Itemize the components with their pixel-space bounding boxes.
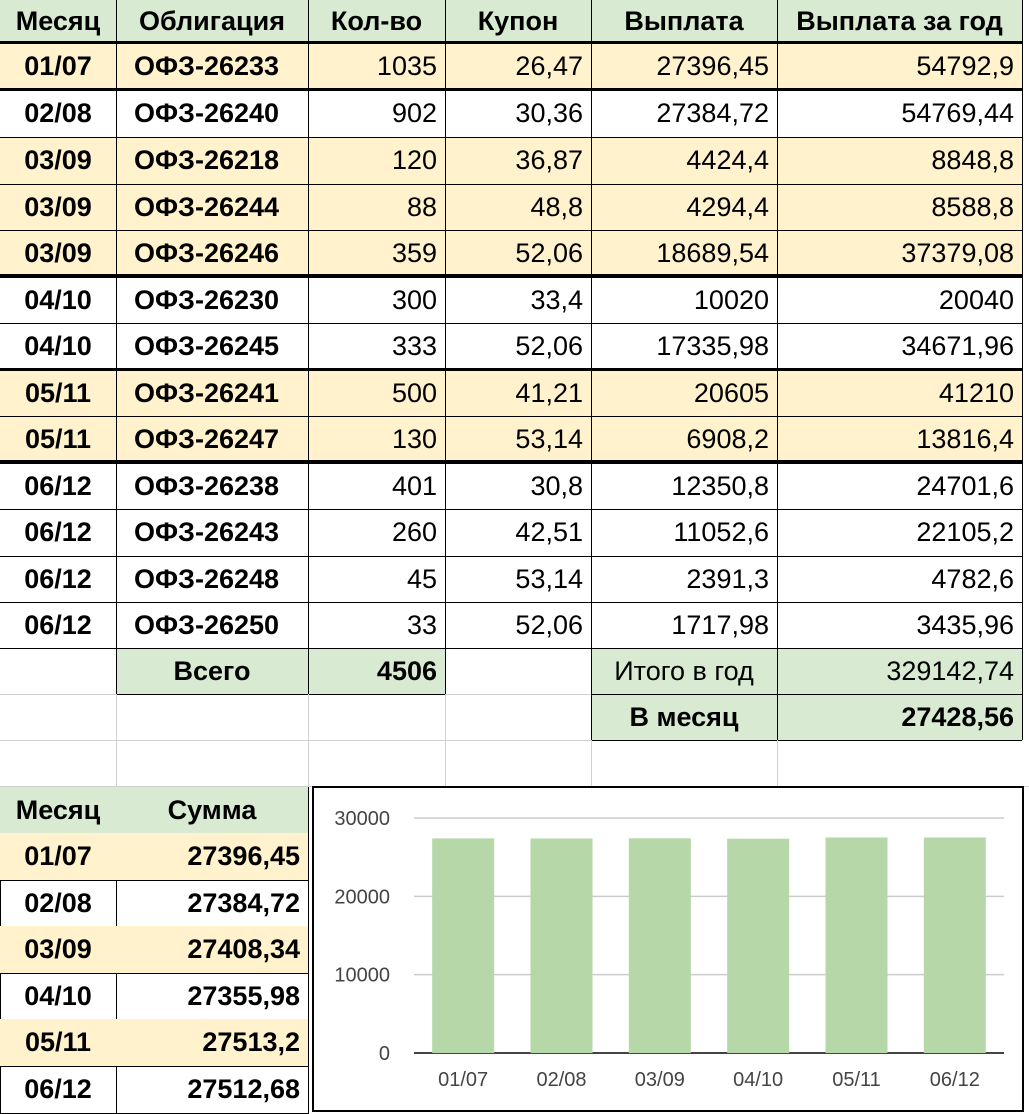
cell-month[interactable]: 04/10: [24, 284, 92, 315]
grid-line: [0, 694, 116, 695]
cell-coupon[interactable]: 52,06: [445, 230, 591, 277]
x-tick-label: 01/07: [438, 1069, 489, 1091]
cell-year-payment[interactable]: 54792,9: [777, 42, 1022, 90]
cell-month[interactable]: 03/09: [0, 137, 116, 184]
cell-year-payment[interactable]: 4782,6: [931, 563, 1014, 594]
grid-line: [0, 137, 1022, 138]
cell-payment[interactable]: 27384,72: [656, 98, 769, 128]
grid-line: [0, 509, 1022, 510]
summary-cell-month[interactable]: 06/12: [24, 1074, 92, 1104]
cell-year-payment[interactable]: 37379,08: [777, 230, 1022, 277]
grid-line: [777, 740, 778, 786]
header-month[interactable]: Месяц: [0, 0, 116, 42]
summary-cell-month[interactable]: 03/09: [0, 926, 116, 973]
grid-line: [1022, 648, 1023, 740]
y-tick-label: 20000: [334, 886, 390, 909]
cell-coupon[interactable]: 36,87: [445, 137, 591, 184]
grid-line: [116, 0, 117, 648]
grid-line: [445, 0, 446, 648]
cell-year-payment[interactable]: 54769,44: [901, 98, 1014, 128]
summary-cell-sum[interactable]: 27513,2: [116, 1019, 308, 1066]
table-row: [0, 556, 1029, 602]
summary-row: [0, 973, 308, 1019]
cell-payment[interactable]: 10020: [693, 284, 769, 315]
x-tick-label: 03/09: [634, 1069, 685, 1091]
grid-line: [116, 694, 445, 695]
year-total-value[interactable]: 329142,74: [777, 648, 1022, 694]
cell-bond[interactable]: ОФЗ-26230: [134, 284, 280, 315]
table-row: [0, 90, 1029, 137]
monthly-payments-chart: [312, 786, 1024, 1112]
grid-line: [0, 368, 1022, 371]
cell-quantity[interactable]: 260: [391, 517, 437, 547]
cell-coupon[interactable]: 33,4: [530, 284, 583, 315]
cell-month[interactable]: 06/12: [24, 470, 92, 501]
cell-coupon[interactable]: 30,36: [515, 98, 583, 128]
summary-row: [0, 926, 308, 973]
summary-cell-sum[interactable]: 27384,72: [187, 887, 300, 918]
bar-02/08: [531, 838, 593, 1053]
x-tick-label: 04/10: [733, 1069, 784, 1091]
cell-bond[interactable]: ОФЗ-26238: [134, 470, 280, 501]
cell-quantity[interactable]: 120: [308, 137, 445, 184]
summary-header-row: [0, 787, 308, 833]
summary-row: [0, 833, 308, 880]
chart-svg: [314, 788, 1022, 1110]
summary-cell-sum[interactable]: 27396,45: [116, 833, 308, 880]
cell-month[interactable]: 03/09: [0, 230, 116, 277]
y-tick-label: 0: [378, 1043, 390, 1065]
cell-payment[interactable]: 18689,54: [591, 230, 777, 277]
bar-04/10: [727, 839, 789, 1053]
grid-line: [308, 0, 309, 648]
table-row: [0, 42, 1029, 90]
cell-bond[interactable]: ОФЗ-26248: [134, 563, 280, 594]
cell-payment[interactable]: 6908,2: [591, 416, 777, 463]
grid-line: [0, 274, 1022, 277]
cell-payment[interactable]: 17335,98: [656, 331, 769, 361]
cell-payment[interactable]: 2391,3: [686, 563, 769, 594]
cell-quantity[interactable]: 500: [308, 370, 445, 416]
cell-payment[interactable]: 27396,45: [591, 42, 777, 90]
grid-line: [591, 694, 1022, 695]
grid-line: [308, 787, 309, 1114]
grid-line: [445, 648, 446, 694]
summary-cell-month[interactable]: 01/07: [0, 833, 116, 880]
cell-coupon[interactable]: 26,47: [445, 42, 591, 90]
grid-line: [591, 0, 592, 648]
summary-row: [0, 1019, 308, 1066]
cell-bond[interactable]: ОФЗ-26244: [116, 184, 308, 230]
cell-coupon[interactable]: 42,51: [515, 517, 583, 547]
cell-month[interactable]: 05/11: [0, 416, 116, 463]
header-quantity[interactable]: Кол-во: [308, 0, 445, 42]
cell-payment[interactable]: 11052,6: [673, 517, 769, 547]
summary-cell-month[interactable]: 05/11: [0, 1019, 116, 1066]
table-row: [0, 230, 1029, 277]
grid-line: [0, 556, 1022, 557]
cell-month[interactable]: 02/08: [24, 98, 92, 128]
grid-line: [0, 41, 1022, 44]
total-label[interactable]: Всего: [116, 648, 308, 694]
grid-line: [0, 740, 591, 741]
summary-header-month[interactable]: Месяц: [0, 787, 116, 833]
cell-coupon[interactable]: 48,8: [445, 184, 591, 230]
cell-bond[interactable]: ОФЗ-26247: [116, 416, 308, 463]
cell-year-payment[interactable]: 41210: [777, 370, 1022, 416]
bar-06/12: [924, 837, 986, 1053]
cell-year-payment[interactable]: 34671,96: [901, 331, 1014, 361]
cell-coupon[interactable]: 41,21: [445, 370, 591, 416]
cell-payment[interactable]: 4424,4: [591, 137, 777, 184]
grid-line: [0, 184, 1022, 185]
cell-quantity[interactable]: 33: [406, 609, 437, 640]
cell-payment[interactable]: 12350,8: [671, 470, 769, 501]
cell-month[interactable]: 06/12: [24, 563, 92, 594]
cell-quantity[interactable]: 45: [406, 563, 437, 594]
cell-payment[interactable]: 4294,4: [591, 184, 777, 230]
grid-line: [0, 648, 1022, 649]
cell-coupon[interactable]: 52,06: [515, 331, 583, 361]
grid-line: [0, 460, 1022, 463]
cell-quantity[interactable]: 359: [308, 230, 445, 277]
cell-quantity[interactable]: 88: [308, 184, 445, 230]
table-row: [0, 463, 1029, 509]
cell-bond[interactable]: ОФЗ-26240: [134, 98, 280, 128]
summary-cell-sum[interactable]: 27355,98: [187, 980, 300, 1011]
grid-line: [591, 740, 592, 786]
table-row: [0, 137, 1029, 184]
cell-bond[interactable]: ОФЗ-26218: [116, 137, 308, 184]
table-row: [0, 277, 1029, 323]
bar-01/07: [432, 838, 494, 1053]
grid-line: [0, 416, 1022, 417]
table-row: [0, 370, 1029, 416]
bar-05/11: [826, 837, 888, 1053]
grid-line: [591, 740, 1022, 741]
cell-quantity[interactable]: 130: [308, 416, 445, 463]
header-year-payment[interactable]: Выплата за год: [777, 0, 1022, 42]
grid-line: [1022, 0, 1023, 648]
cell-month[interactable]: 03/09: [0, 184, 116, 230]
table-row: [0, 184, 1029, 230]
grid-line: [0, 230, 1022, 231]
cell-bond[interactable]: ОФЗ-26246: [116, 230, 308, 277]
cell-bond[interactable]: ОФЗ-26243: [134, 517, 280, 547]
cell-bond[interactable]: ОФЗ-26250: [134, 609, 280, 640]
summary-cell-sum[interactable]: 27512,68: [187, 1074, 300, 1104]
cell-quantity[interactable]: 1035: [308, 42, 445, 90]
cell-quantity[interactable]: 401: [391, 470, 437, 501]
summary-cell-sum[interactable]: 27408,34: [116, 926, 308, 973]
cell-quantity[interactable]: 300: [391, 284, 437, 315]
cell-year-payment[interactable]: 24701,6: [916, 470, 1014, 501]
cell-year-payment[interactable]: 8848,8: [777, 137, 1022, 184]
month-avg-value[interactable]: 27428,56: [777, 694, 1022, 740]
grid-line: [308, 648, 309, 694]
y-tick-label: 30000: [334, 808, 390, 830]
bar-03/09: [629, 838, 691, 1053]
grid-line: [0, 88, 1022, 91]
cell-year-payment[interactable]: 20040: [938, 284, 1014, 315]
cell-month[interactable]: 04/10: [24, 331, 92, 361]
grid-line: [0, 323, 1022, 324]
cell-payment[interactable]: 20605: [591, 370, 777, 416]
summary-cell-month[interactable]: 02/08: [24, 887, 92, 918]
grid-line: [777, 0, 778, 648]
table-row: [0, 602, 1029, 648]
cell-month[interactable]: 06/12: [24, 609, 92, 640]
cell-month[interactable]: 05/11: [0, 370, 116, 416]
cell-year-payment[interactable]: 13816,4: [777, 416, 1022, 463]
year-total-label[interactable]: Итого в год: [591, 648, 777, 694]
header-row: [0, 0, 1029, 42]
table-row: [0, 509, 1029, 556]
table-row: [0, 416, 1029, 463]
summary-row: [0, 880, 308, 926]
cell-payment[interactable]: 1717,98: [671, 609, 769, 640]
header-payment[interactable]: Выплата: [591, 0, 777, 42]
cell-year-payment[interactable]: 3435,96: [916, 609, 1014, 640]
cell-bond[interactable]: ОФЗ-26241: [116, 370, 308, 416]
summary-row: [0, 1066, 308, 1113]
cell-coupon[interactable]: 30,8: [530, 470, 583, 501]
grid-line: [445, 694, 591, 695]
cell-month[interactable]: 06/12: [24, 517, 92, 547]
header-bond[interactable]: Облигация: [116, 0, 308, 42]
x-tick-label: 05/11: [832, 1069, 881, 1091]
y-tick-label: 10000: [334, 964, 390, 987]
grid-line: [0, 463, 1022, 464]
header-coupon[interactable]: Купон: [445, 0, 591, 42]
total-quantity[interactable]: 4506: [308, 648, 445, 694]
x-tick-label: 02/08: [536, 1069, 587, 1091]
cell-bond[interactable]: ОФЗ-26245: [134, 331, 280, 361]
table-row: [0, 323, 1029, 370]
cell-year-payment[interactable]: 8588,8: [777, 184, 1022, 230]
cell-bond[interactable]: ОФЗ-26233: [116, 42, 308, 90]
summary-header-sum[interactable]: Сумма: [116, 787, 308, 833]
cell-quantity[interactable]: 333: [391, 331, 437, 361]
cell-coupon[interactable]: 53,14: [515, 563, 583, 594]
summary-cell-month[interactable]: 04/10: [24, 980, 92, 1011]
cell-coupon[interactable]: 52,06: [515, 609, 583, 640]
x-tick-label: 06/12: [929, 1069, 980, 1091]
cell-coupon[interactable]: 53,14: [445, 416, 591, 463]
cell-year-payment[interactable]: 22105,2: [916, 517, 1014, 547]
month-avg-label[interactable]: В месяц: [591, 694, 777, 740]
grid-line: [0, 277, 1022, 278]
grid-line: [0, 602, 1022, 603]
cell-quantity[interactable]: 902: [391, 98, 437, 128]
cell-month[interactable]: 01/07: [0, 42, 116, 90]
